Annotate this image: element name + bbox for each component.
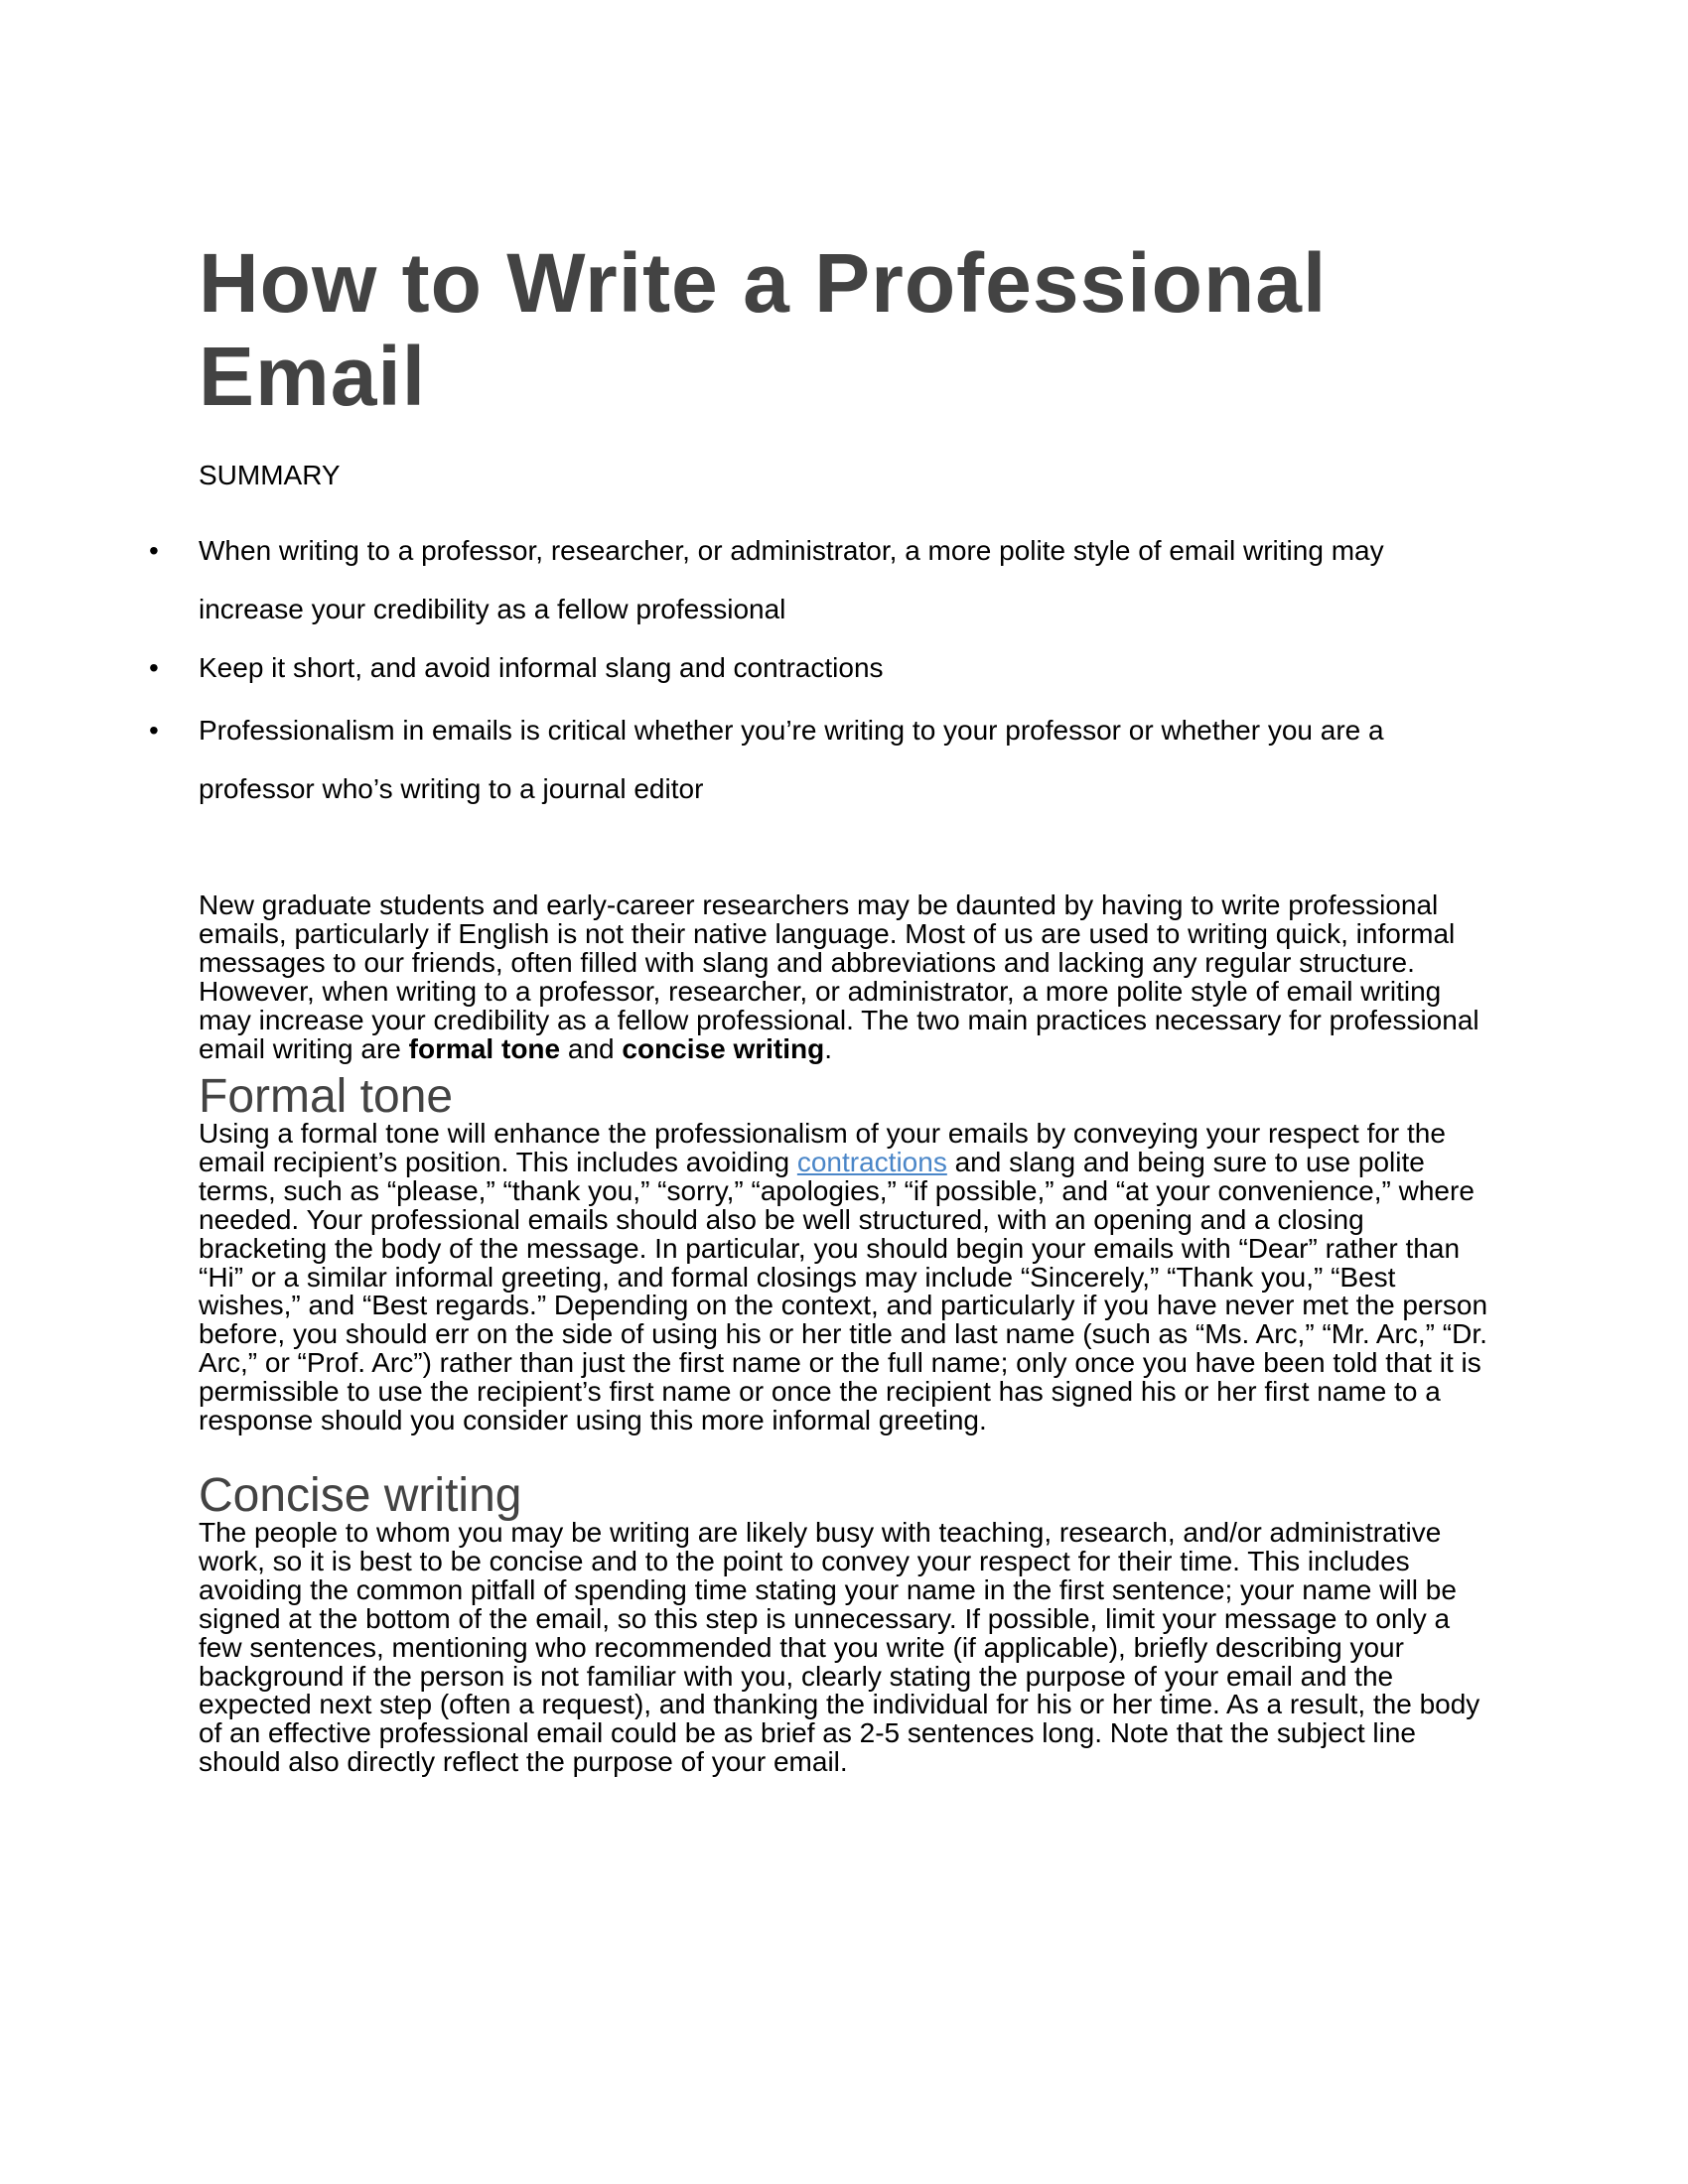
page-title: How to Write a Professional Email xyxy=(199,236,1328,423)
intro-text-and: and xyxy=(560,1032,623,1064)
summary-item xyxy=(149,521,1489,638)
intro-bold-concise-writing: concise writing xyxy=(622,1032,825,1064)
summary-item-text: Professionalism in emails is critical whether you’re writing to your professor or whether you are a professor who’s writing to a journal editor xyxy=(199,715,1384,804)
summary-item-text: When writing to a professor, researcher, or administrator, a more polite style of email writing may increase your credibility as a fellow professional xyxy=(199,535,1384,624)
concise-writing-paragraph: The people to whom you may be writing are likely busy with teaching, research, and/or administrative work, so it is best to be concise and to the point to convey your respect for their time. This includes avoiding the common pitfall of spending time stating your name in the first sentence; your name will be signed at the bottom of the email, so this step is unnecessary. If possible, limit your message to only a few sentences, mentioning who recommended that you write (if applicable), briefly describing your background if the person is not familiar with you, clearly stating the purpose of your email and the expected next step (often a request), and thanking the individual for his or her time. As a result, the body of an effective professional email could be as brief as 2-5 sentences long. Note that the subject line should also directly reflect the purpose of your email. xyxy=(199,1517,1480,1778)
bullet-icon: • xyxy=(149,652,159,683)
concise-writing-heading: Concise writing xyxy=(199,1469,522,1522)
intro-text-end: . xyxy=(824,1032,832,1064)
intro-bold-formal-tone: formal tone xyxy=(408,1032,561,1064)
contractions-link[interactable]: contractions xyxy=(796,1146,947,1177)
formal-tone-text-rest: and slang and being sure to use polite terms, such as “please,” “thank you,” “sorry,” “apologies,” “if possible,” and “at your convenience,” where needed. Your professional emails should also be well structured, with an opening and a closing bracketing the body of the message. In particular, you should begin your emails with “Dear” rather than “Hi” or a similar informal greeting, and formal closings may include “Sincerely,” “Thank you,” “Best wishes,” and “Best regards.” Depending on the context, and particularly if you have never met the person before, you should err on the side of using his or her title and last name (such as “Ms. Arc,” “Mr. Arc,” “Dr. Arc,” or “Prof. Arc”) rather than just the first name or the full name; only once you have been told that it is permissible to use the recipient’s first name or once the recipient has signed his or her first name to a response should you consider using this more informal greeting. xyxy=(199,1146,1488,1436)
bullet-icon: • xyxy=(149,535,159,566)
summary-item xyxy=(149,638,1489,697)
formal-tone-text: Using a formal tone will enhance the professionalism of your emails by conveying your respect for the email recipient’s position. This includes avoiding xyxy=(199,1118,1446,1177)
formal-tone-heading: Formal tone xyxy=(199,1070,454,1123)
formal-tone-paragraph xyxy=(199,1120,1499,1435)
bullet-icon: • xyxy=(149,715,159,746)
intro-text: New graduate students and early-career researchers may be daunted by having to write professional emails, particularly if English is not their native language. Most of us are used to writing quick, informal messages to our friends, often filled with slang and abbreviations and lacking any regular structure. However, when writing to a professor, researcher, or administrator, a more polite style of email writing may increase your credibility as a fellow professional. The two main practices necessary for professional email writing are xyxy=(199,889,1479,1064)
summary-item xyxy=(149,701,1489,818)
intro-paragraph xyxy=(199,891,1499,1063)
summary-list xyxy=(149,521,1489,818)
summary-label: SUMMARY xyxy=(199,460,341,490)
summary-item-text: Keep it short, and avoid informal slang and contractions xyxy=(199,652,884,683)
